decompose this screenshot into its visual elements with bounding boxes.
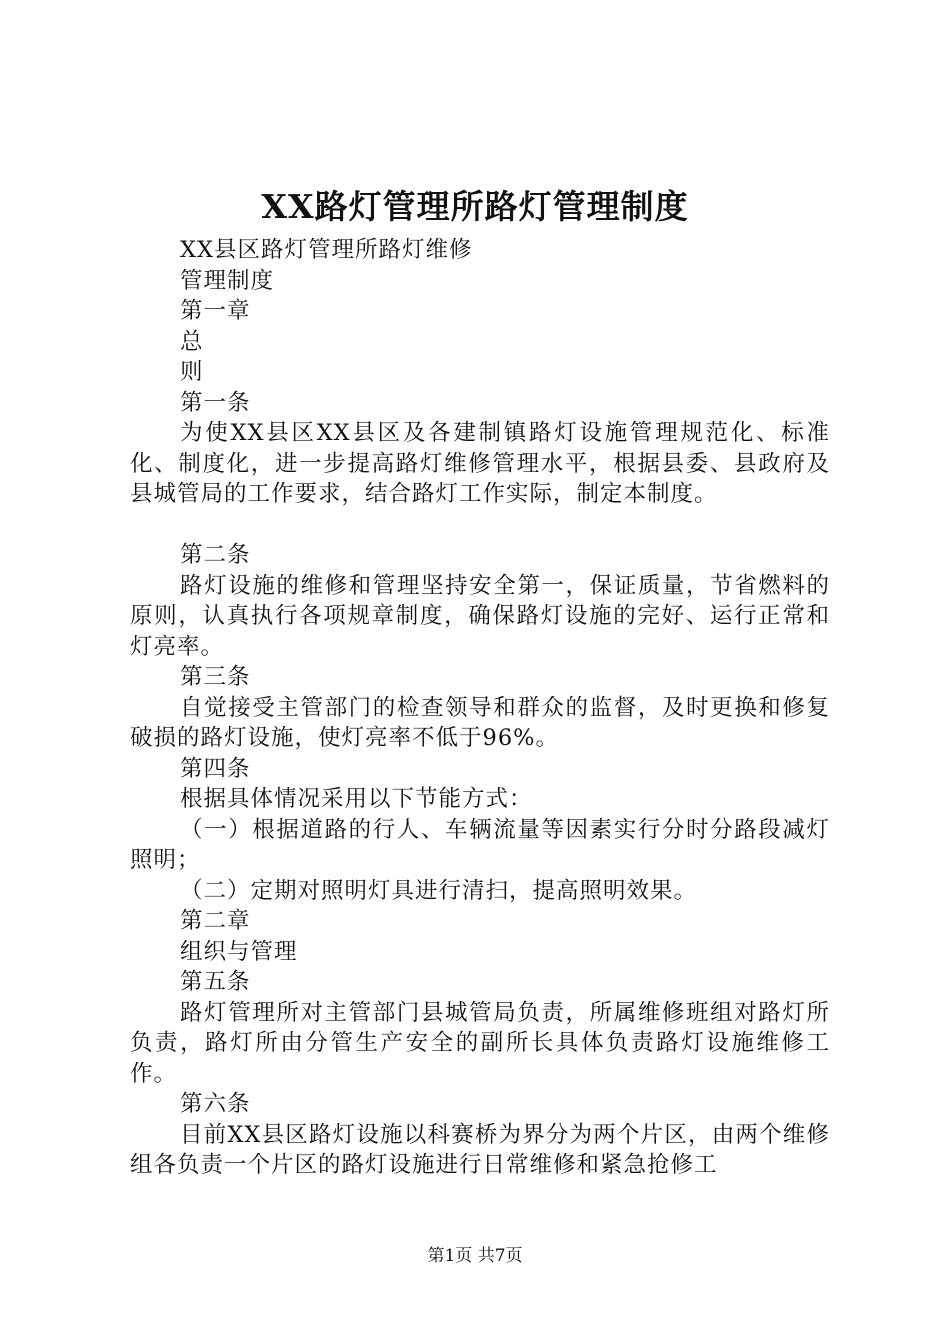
- article-4-item-2: （二）定期对照明灯具进行清扫，提高照明效果。: [180, 877, 698, 904]
- article-1-text: 为使XX县区XX县区及各建制镇路灯设施管理规范化、标准化、制度化，进一步提高路灯维修管理水平，根据县委、县政府及县城管局的工作要求，结合路灯工作实际，制定本制度。: [130, 420, 830, 507]
- article-3-text: 自觉接受主管部门的检查领导和群众的监督，及时更换和修复破损的路灯设施，使灯亮率不低于96%。: [130, 694, 830, 751]
- document-body: [130, 235, 830, 1181]
- chapter-2-name: 组织与管理: [180, 938, 298, 965]
- article-4-heading: 第四条: [180, 755, 251, 782]
- article-4-text: 根据具体情况采用以下节能方式：: [180, 786, 533, 812]
- chapter-1-name-part-a: 总: [180, 328, 204, 355]
- article-5-text: 路灯管理所对主管部门县城管局负责，所属维修班组对路灯所负责，路灯所由分管生产安全的副所长具体负责路灯设施维修工作。: [130, 999, 830, 1087]
- article-6-heading: 第六条: [180, 1091, 251, 1117]
- subtitle-line-1: XX县区路灯管理所路灯维修: [180, 237, 473, 263]
- article-6-text: 目前XX县区路灯设施以科赛桥为界分为两个片区，由两个维修组各负责一个片区的路灯设施进行日常维修和紧急抢修工: [130, 1121, 830, 1178]
- chapter-1-name-part-b: 则: [180, 359, 204, 385]
- article-1-heading: 第一条: [180, 389, 251, 416]
- page-footer: 第1页 共7页: [427, 1246, 523, 1266]
- article-2-heading: 第二条: [180, 542, 251, 568]
- article-2-text: 路灯设施的维修和管理坚持安全第一，保证质量，节省燃料的原则，认真执行各项规章制度，确保路灯设施的完好、运行正常和灯亮率。: [130, 572, 830, 660]
- paragraph-gap: [130, 510, 830, 541]
- chapter-2-heading: 第二章: [180, 908, 251, 934]
- chapter-1-heading: 第一章: [180, 298, 251, 324]
- subtitle-line-2: 管理制度: [180, 267, 275, 294]
- document-title: XX路灯管理所路灯管理制度: [261, 187, 689, 226]
- article-5-heading: 第五条: [180, 969, 251, 995]
- article-3-heading: 第三条: [180, 664, 251, 690]
- article-4-item-1: （一）根据道路的行人、车辆流量等因素实行分时分路段减灯照明；: [130, 816, 830, 873]
